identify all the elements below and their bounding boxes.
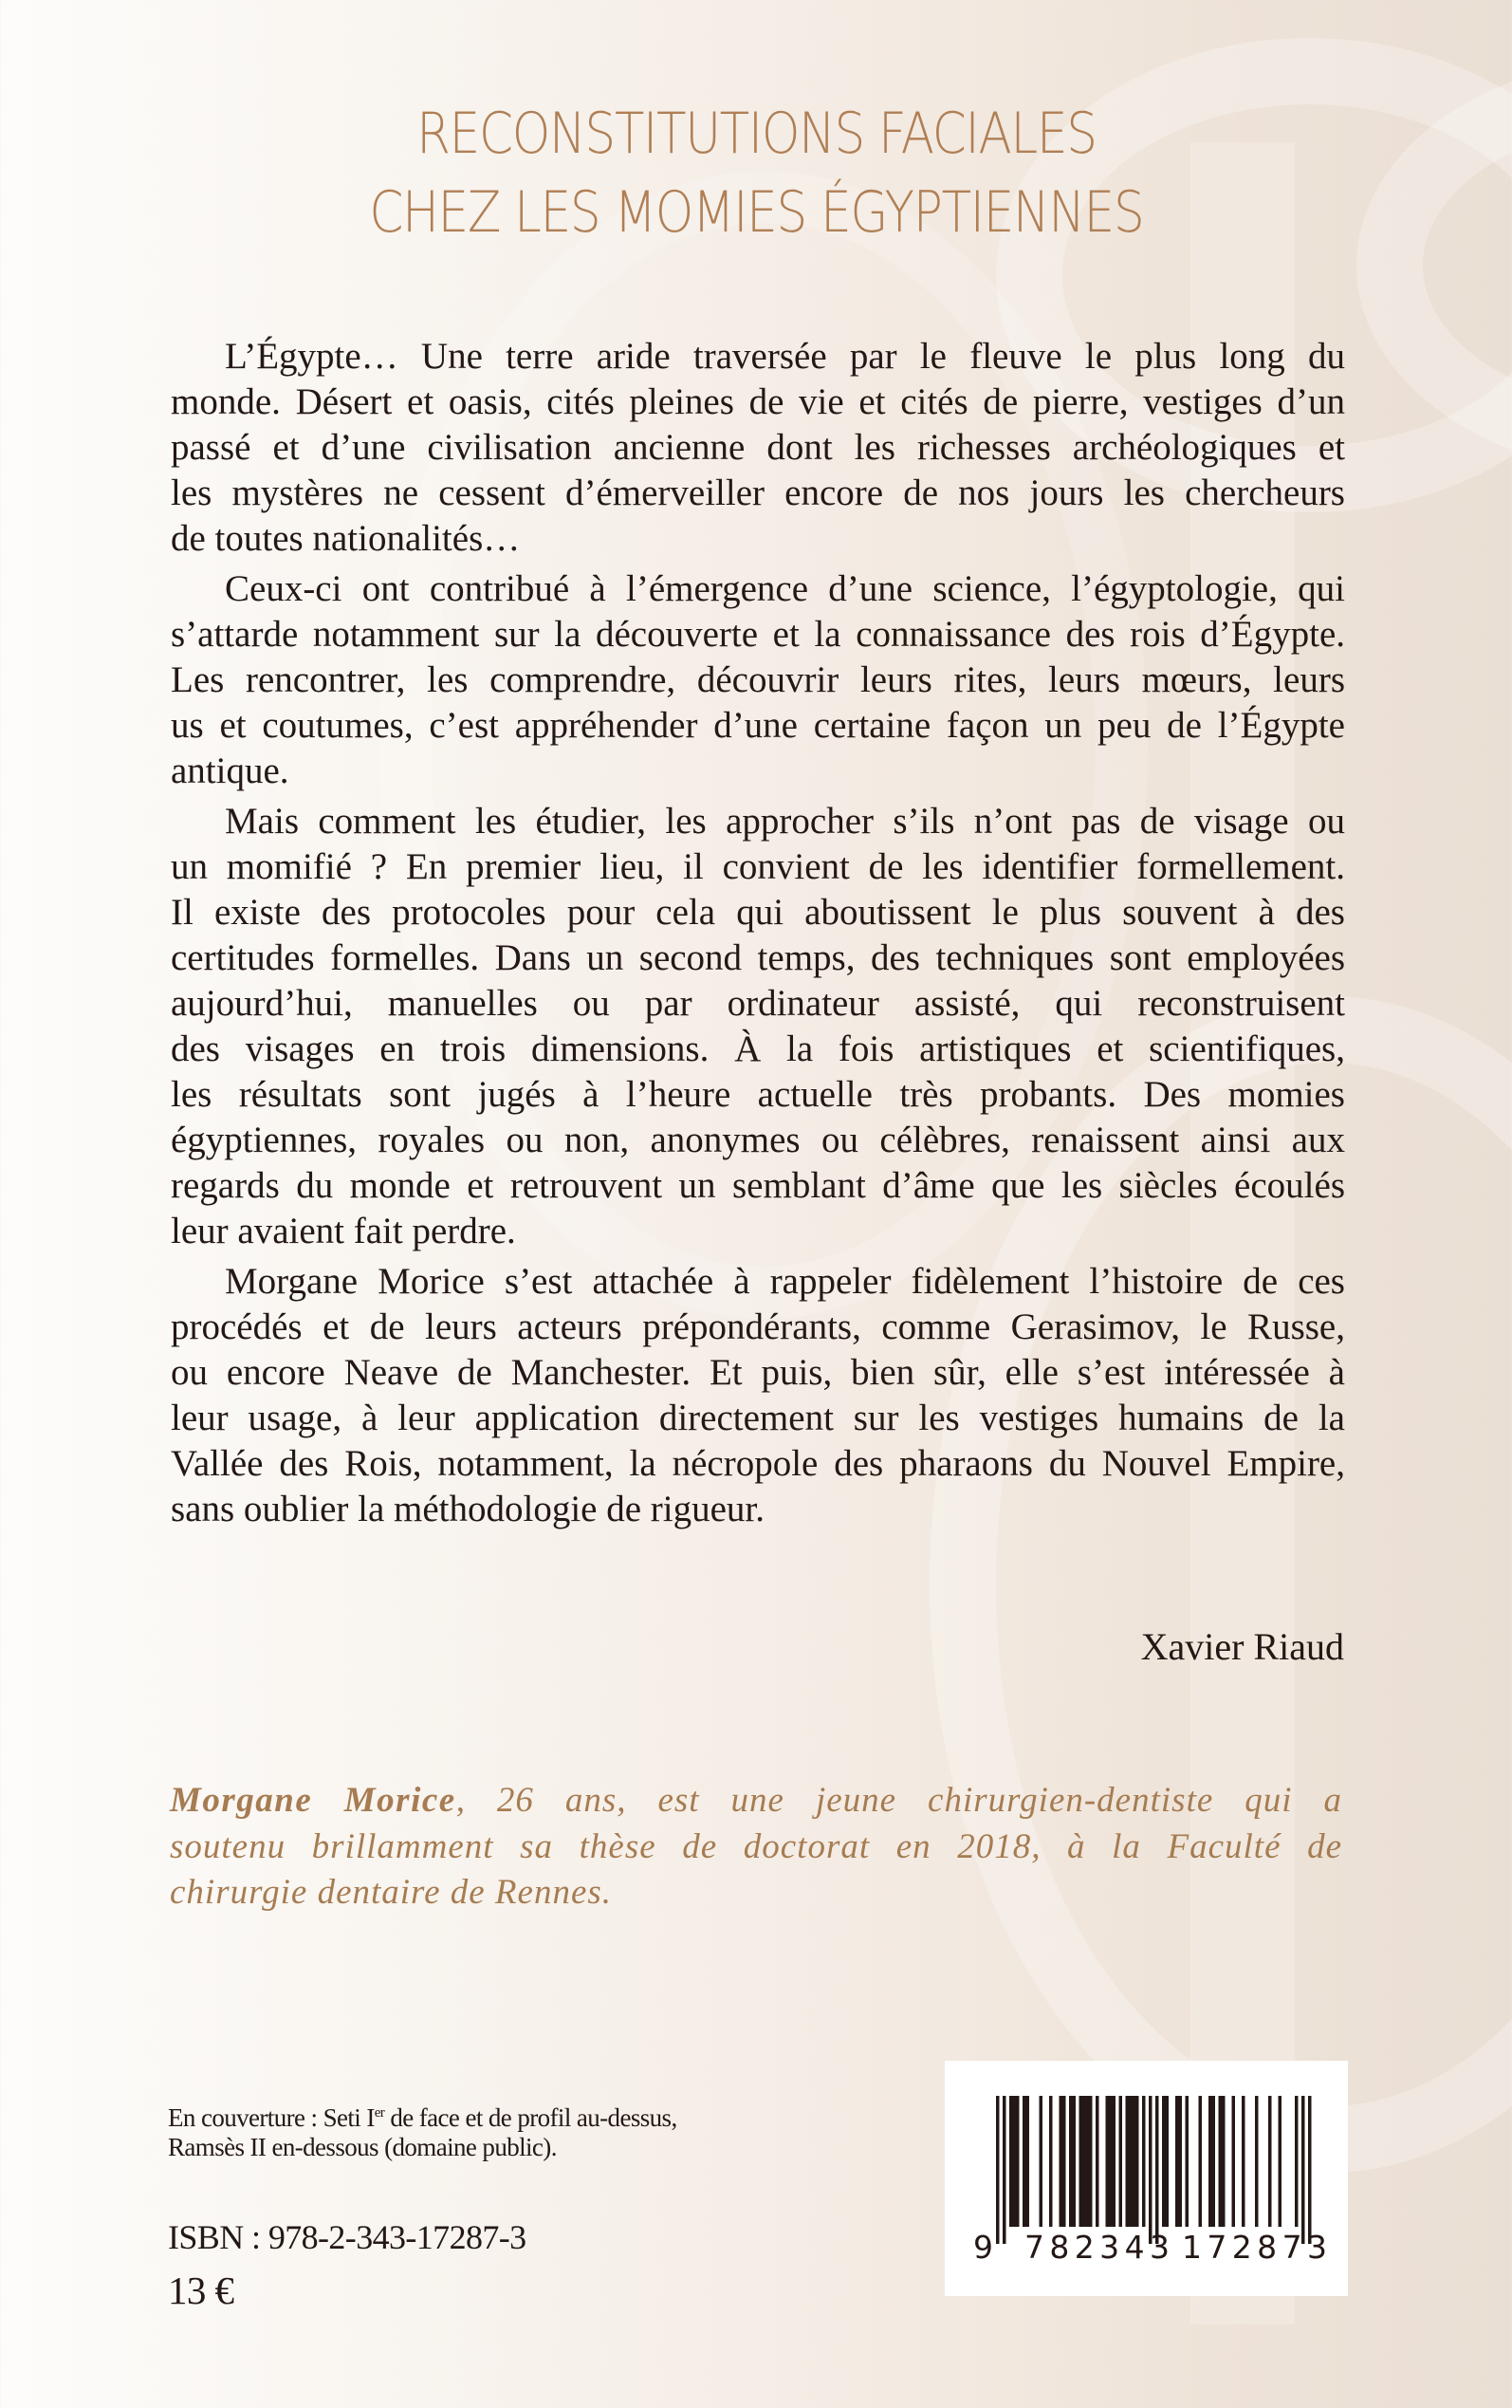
barcode-bar <box>1135 2096 1139 2227</box>
barcode-bar <box>1003 2096 1006 2244</box>
barcode-bar <box>996 2096 1000 2244</box>
blurb-line: procédés et de leurs acteurs prépondérants, comme Gerasimov, le Russe, <box>171 1306 1345 1347</box>
blurb-line: monde. Désert et oasis, cités pleines de vie et cités de pierre, vestiges d’un <box>171 381 1345 422</box>
blurb-line: us et coutumes, c’est appréhender d’une certaine façon un peu de l’Égypte <box>171 705 1345 746</box>
barcode-bar <box>1308 2096 1312 2244</box>
blurb-paragraph <box>171 799 1345 1254</box>
credit-text: de face et de profil au-dessus, <box>384 2103 677 2132</box>
blurb-line: s’attarde notamment sur la découverte et la connaissance des rois d’Égypte. <box>171 614 1345 655</box>
barcode-bar <box>1119 2096 1123 2227</box>
blurb-line: sans oublier la méthodologie de rigueur. <box>171 1489 765 1529</box>
blurb-line: antique. <box>171 750 289 791</box>
blurb-signature: Xavier Riaud <box>1140 1625 1344 1668</box>
blurb-line: Mais comment les étudier, les approcher s’ils n’ont pas de visage ou <box>225 801 1345 842</box>
blurb-line: Il existe des protocoles pour cela qui aboutissent le plus souvent à des <box>171 892 1345 933</box>
barcode-bar <box>1086 2096 1090 2227</box>
barcode-bar <box>1279 2096 1282 2227</box>
blurb-line: passé et d’une civilisation ancienne dont les richesses archéologiques et <box>171 427 1345 468</box>
blurb-line: L’Égypte… Une terre aride traversée par le fleuve le plus long du <box>225 336 1345 377</box>
blurb-line: les mystères ne cessent d’émerveiller encore de nos jours les chercheurs <box>171 472 1345 513</box>
blurb-line: ou encore Neave de Manchester. Et puis, bien sûr, elle s’est intéressée à <box>171 1352 1345 1393</box>
barcode-digit-first: 9 <box>973 2229 999 2266</box>
barcode-bar <box>1060 2096 1063 2227</box>
price: 13 € <box>168 2269 234 2312</box>
blurb-line: regards du monde et retrouvent un semblant d’âme que les siècles écoulés <box>171 1165 1345 1206</box>
barcode-bar <box>1023 2096 1026 2227</box>
barcode-bar <box>1179 2096 1183 2227</box>
credit-text: En couverture : Seti I <box>168 2103 375 2132</box>
blurb-text <box>171 334 1345 1537</box>
barcode-bar <box>1009 2096 1013 2227</box>
barcode-bar <box>1096 2096 1099 2227</box>
credit-line: Ramsès II en-dessous (domaine public). <box>168 2133 557 2161</box>
bio-line: soutenu brillamment sa thèse de doctorat en 2018, à la Faculté de <box>170 1826 1342 1866</box>
barcode-digits-left: 782343 <box>1024 2229 1175 2266</box>
barcode-bar <box>1268 2096 1272 2227</box>
barcode <box>945 2061 1348 2296</box>
barcode-bar <box>1186 2096 1189 2227</box>
barcode-bar <box>1049 2096 1053 2227</box>
barcode-bar <box>1082 2096 1086 2227</box>
barcode-bar <box>1162 2096 1166 2227</box>
blurb-line: Les rencontrer, les comprendre, découvrir leurs rites, leurs mœurs, leurs <box>171 659 1345 700</box>
barcode-bar <box>1295 2096 1299 2227</box>
cover-credit <box>168 2099 677 2162</box>
bio-text: , 26 ans, est une jeune chirurgien-dentiste qui a <box>455 1781 1342 1820</box>
barcode-bar <box>1175 2096 1179 2227</box>
barcode-bar <box>1166 2096 1170 2227</box>
barcode-bar <box>1040 2096 1043 2227</box>
barcode-bar <box>1219 2096 1223 2227</box>
barcode-bar <box>1212 2096 1216 2227</box>
barcode-bar <box>1255 2096 1259 2227</box>
barcode-bar <box>1013 2096 1017 2227</box>
credit-superscript: er <box>374 2105 385 2121</box>
barcode-bar <box>1208 2096 1212 2227</box>
barcode-bar <box>1232 2096 1236 2227</box>
blurb-paragraph <box>171 1259 1345 1532</box>
bio-line <box>170 1778 1342 1825</box>
barcode-bar <box>1026 2096 1030 2227</box>
blurb-line: les résultats sont jugés à l’heure actuelle très probants. Des momies <box>171 1074 1345 1115</box>
blurb-paragraph <box>171 334 1345 562</box>
bio-line: chirurgie dentaire de Rennes. <box>170 1873 613 1912</box>
barcode-bar <box>1073 2096 1077 2227</box>
barcode-bar <box>1142 2096 1146 2227</box>
barcode-bar <box>1155 2096 1159 2244</box>
credit-line <box>168 2099 677 2133</box>
blurb-line: Vallée des Rois, notamment, la nécropole des pharaons du Nouvel Empire, <box>171 1443 1345 1484</box>
barcode-bar <box>1113 2096 1116 2227</box>
blurb-line: Ceux-ci ont contribué à l’émergence d’une science, l’égyptologie, qui <box>225 568 1345 609</box>
barcode-bar <box>1301 2096 1305 2244</box>
barcode-bar <box>1126 2096 1130 2227</box>
blurb-line: des visages en trois dimensions. À la fois artistiques et scientifiques, <box>171 1028 1345 1069</box>
barcode-bar <box>1069 2096 1073 2227</box>
barcode-bar <box>1106 2096 1110 2227</box>
blurb-line: aujourd’hui, manuelles ou par ordinateur assisté, qui reconstruisent <box>171 983 1345 1024</box>
blurb-line: leur avaient fait perdre. <box>171 1211 516 1251</box>
barcode-bar <box>1222 2096 1226 2227</box>
barcode-bar <box>1016 2096 1020 2227</box>
barcode-bar <box>1199 2096 1203 2227</box>
blurb-line: leur usage, à leur application directement sur les vestiges humains de la <box>171 1398 1345 1438</box>
barcode-bar <box>1149 2096 1152 2244</box>
title-line: CHEZ LES MOMIES ÉGYPTIENNES <box>369 179 1144 246</box>
isbn: ISBN : 978-2-343-17287-3 <box>168 2218 526 2256</box>
blurb-line: de toutes nationalités… <box>171 518 521 559</box>
title-line: RECONSTITUTIONS FACIALES <box>416 101 1097 167</box>
barcode-bar <box>1242 2096 1245 2227</box>
barcode-bar <box>1079 2096 1083 2227</box>
blurb-line: égyptiennes, royales ou non, anonymes ou célèbres, renaissent ainsi aux <box>171 1120 1345 1160</box>
book-title <box>106 95 1407 252</box>
barcode-bar <box>1109 2096 1113 2227</box>
barcode-bar <box>1089 2096 1093 2227</box>
blurb-paragraph <box>171 566 1345 794</box>
barcode-bar <box>1062 2096 1066 2227</box>
blurb-line: certitudes formelles. Dans un second temps, des techniques sont employées <box>171 937 1345 978</box>
blurb-line: Morgane Morice s’est attachée à rappeler fidèlement l’histoire de ces <box>225 1261 1345 1302</box>
blurb-line: un momifié ? En premier lieu, il convient de les identifier formellement. <box>171 846 1345 887</box>
barcode-bar <box>1133 2096 1136 2227</box>
author-name: Morgane Morice <box>170 1781 456 1820</box>
barcode-bar <box>1129 2096 1133 2227</box>
author-bio <box>170 1778 1342 1917</box>
barcode-digits-right: 172873 <box>1182 2229 1333 2266</box>
